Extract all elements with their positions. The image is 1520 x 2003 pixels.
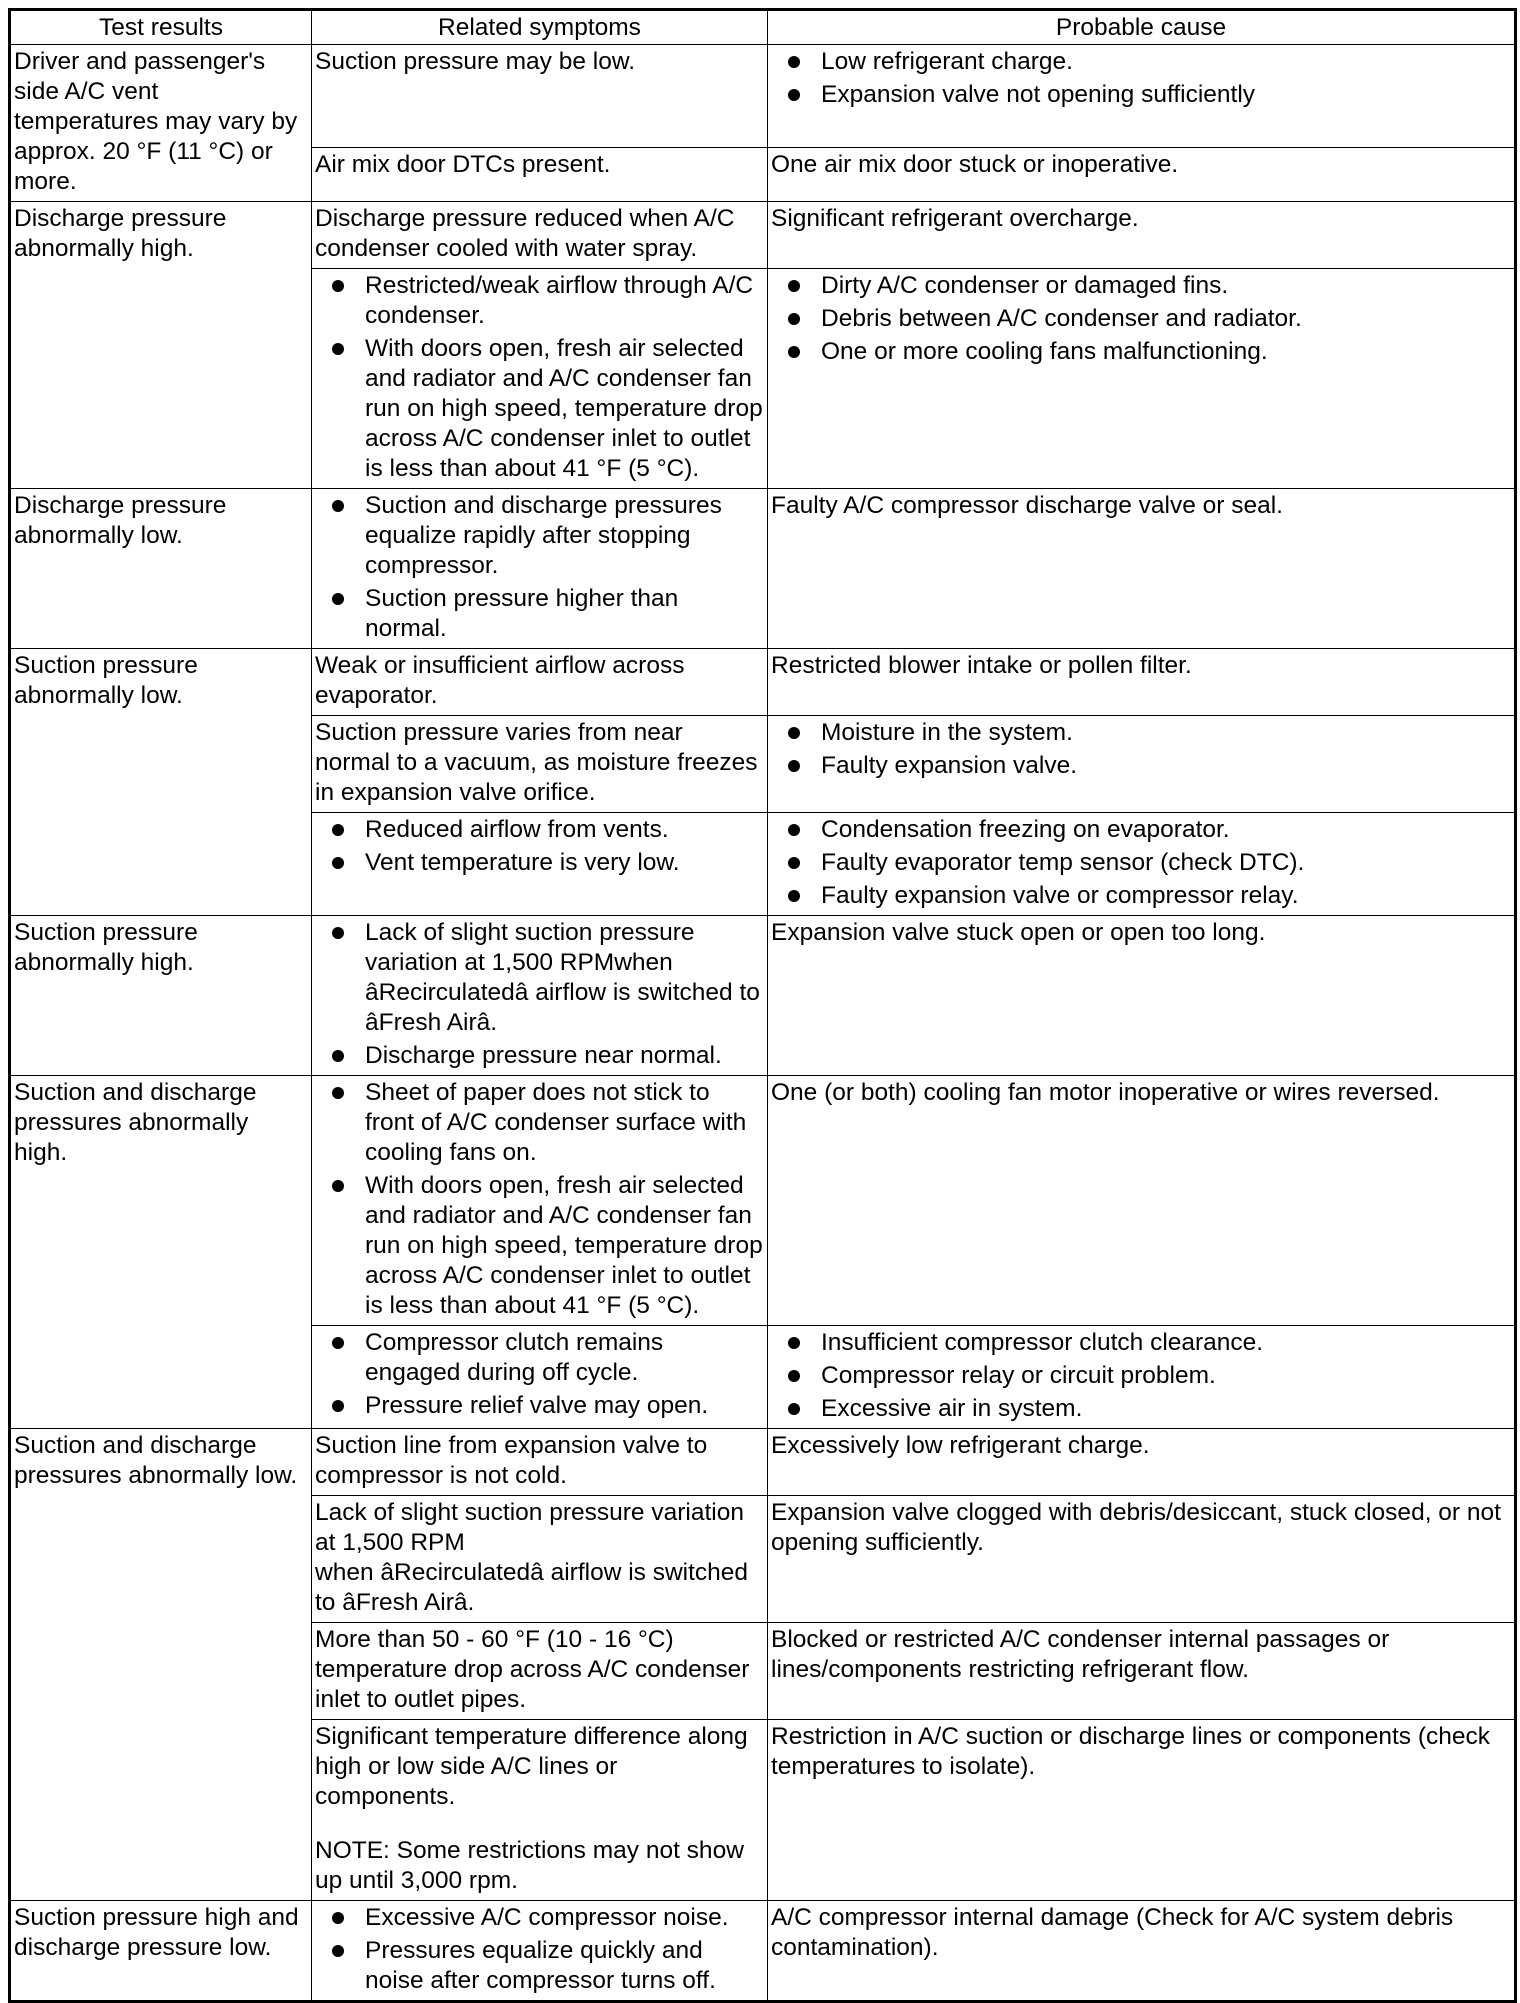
symptom-bullet-list (315, 491, 764, 644)
symptoms-cell (312, 1623, 768, 1720)
symptoms-cell (312, 489, 768, 649)
cause-text: One air mix door stuck or inoperative. (771, 150, 1179, 178)
cause-bullet-item: Faulty expansion valve or compressor relay. (771, 881, 1511, 911)
cause-cell (768, 1429, 1516, 1496)
symptom-line: Lack of slight suction pressure variation at 1,500 RPM (315, 1499, 744, 1556)
symptom-bullet-item: Suction and discharge pressures equalize rapidly after stopping compressor. (315, 491, 764, 581)
cause-bullet-item: One or more cooling fans malfunctioning. (771, 337, 1511, 367)
cause-cell (768, 1623, 1516, 1720)
cause-cell (768, 1076, 1516, 1326)
symptom-bullet-list (315, 815, 764, 878)
cause-cell (768, 1326, 1516, 1429)
header-probable-cause: Probable cause (768, 10, 1516, 45)
symptom-bullet-item: Reduced airflow from vents. (315, 815, 764, 845)
cause-text: One (or both) cooling fan motor inoperative or wires reversed. (771, 1079, 1440, 1106)
symptoms-cell (312, 1429, 768, 1496)
symptom-bullet-list (315, 1328, 764, 1421)
cause-bullet-item: Debris between A/C condenser and radiator. (771, 304, 1511, 334)
ac-diagnostic-table (8, 8, 1517, 2003)
table-body (10, 45, 1516, 2002)
table-row (10, 649, 1516, 716)
cause-bullet-item: Faulty evaporator temp sensor (check DTC). (771, 848, 1511, 878)
symptom-bullet-item: Restricted/weak airflow through A/C condenser. (315, 271, 764, 331)
cause-bullet-item: Dirty A/C condenser or damaged fins. (771, 271, 1511, 301)
table-row (10, 202, 1516, 269)
symptom-bullet-item: With doors open, fresh air selected and radiator and A/C condenser fan run on high speed, temperature drop across A/C condenser inlet to outlet is less than about 41 °F (5 °C). (315, 334, 764, 484)
test-result-cell: Discharge pressure abnormally low. (10, 489, 312, 649)
cause-text: Excessively low refrigerant charge. (771, 1432, 1150, 1459)
symptom-bullet-item: Pressure relief valve may open. (315, 1391, 764, 1421)
test-result-cell: Driver and passenger's side A/C vent temperatures may vary by approx. 20 °F (11 °C) or more. (10, 45, 312, 202)
cause-bullet-item: Condensation freezing on evaporator. (771, 815, 1511, 845)
symptom-text: Significant temperature difference along high or low side A/C lines or components. (315, 1723, 748, 1810)
symptom-text: Suction line from expansion valve to compressor is not cold. (315, 1432, 708, 1489)
symptom-text: Air mix door DTCs present. (315, 150, 611, 178)
header-test-results: Test results (10, 10, 312, 45)
test-result-cell: Suction pressure abnormally high. (10, 916, 312, 1076)
symptoms-cell (312, 813, 768, 916)
cause-bullet-list (771, 718, 1511, 781)
symptom-bullet-list (315, 918, 764, 1071)
symptom-text: Weak or insufficient airflow across evaporator. (315, 652, 685, 709)
symptom-bullet-item: Suction pressure higher than normal. (315, 584, 764, 644)
cause-cell (768, 45, 1516, 148)
cause-cell (768, 813, 1516, 916)
symptom-bullet-item: Sheet of paper does not stick to front of A/C condenser surface with cooling fans on. (315, 1078, 764, 1168)
cause-cell (768, 1496, 1516, 1623)
test-result-cell: Suction pressure high and discharge pressure low. (10, 1901, 312, 2002)
symptom-bullet-list (315, 1078, 764, 1321)
cause-text: Restricted blower intake or pollen filter. (771, 652, 1192, 679)
symptom-text: Suction pressure may be low. (315, 48, 636, 75)
cause-bullet-list (771, 815, 1511, 911)
cause-cell (768, 649, 1516, 716)
header-related-symptoms: Related symptoms (312, 10, 768, 45)
symptom-bullet-item: Discharge pressure near normal. (315, 1041, 764, 1071)
symptoms-cell (312, 916, 768, 1076)
table-row (10, 916, 1516, 1076)
table-row (10, 489, 1516, 649)
cause-text: Expansion valve clogged with debris/desiccant, stuck closed, or not opening sufficiently. (771, 1499, 1501, 1556)
cause-bullet-item: Low refrigerant charge. (771, 47, 1511, 77)
symptom-line: when âRecirculatedâ airflow is switched to âFresh Airâ. (315, 1559, 749, 1616)
cause-cell (768, 269, 1516, 489)
cause-text: A/C compressor internal damage (Check for A/C system debris contamination). (771, 1904, 1454, 1961)
cause-bullet-item: Compressor relay or circuit problem. (771, 1361, 1511, 1391)
symptoms-cell (312, 716, 768, 813)
header-row (10, 10, 1516, 45)
symptoms-cell (312, 1076, 768, 1326)
cause-bullet-item: Expansion valve not opening sufficiently (771, 80, 1511, 110)
symptom-bullet-list (315, 1903, 764, 1996)
cause-text: Restriction in A/C suction or discharge lines or components (check temperatures to isolate). (771, 1723, 1490, 1780)
diagnostic-table-page (8, 8, 1514, 2003)
test-result-cell: Suction and discharge pressures abnormally low. (10, 1429, 312, 1901)
symptoms-cell (312, 649, 768, 716)
table-row (10, 45, 1516, 148)
test-result-cell: Discharge pressure abnormally high. (10, 202, 312, 489)
cause-bullet-item: Excessive air in system. (771, 1394, 1511, 1424)
symptom-bullet-item: Vent temperature is very low. (315, 848, 764, 878)
symptoms-cell (312, 45, 768, 148)
symptoms-cell (312, 1901, 768, 2002)
table-row (10, 1901, 1516, 2002)
symptom-bullet-item: Compressor clutch remains engaged during off cycle. (315, 1328, 764, 1388)
symptom-bullet-item: Excessive A/C compressor noise. (315, 1903, 764, 1933)
cause-bullet-item: Moisture in the system. (771, 718, 1511, 748)
cause-bullet-item: Faulty expansion valve. (771, 751, 1511, 781)
test-result-cell: Suction and discharge pressures abnormally high. (10, 1076, 312, 1429)
cause-cell (768, 202, 1516, 269)
cause-bullet-list (771, 1328, 1511, 1424)
symptom-bullet-item: With doors open, fresh air selected and radiator and A/C condenser fan run on high speed, temperature drop across A/C condenser inlet to outlet is less than about 41 °F (5 °C). (315, 1171, 764, 1321)
symptoms-cell (312, 147, 768, 201)
cause-cell (768, 489, 1516, 649)
cause-bullet-list (771, 271, 1511, 367)
cause-cell (768, 1720, 1516, 1901)
cause-cell (768, 1901, 1516, 2002)
symptom-note: NOTE: Some restrictions may not show up until 3,000 rpm. (315, 1837, 744, 1894)
symptom-text: Discharge pressure reduced when A/C condenser cooled with water spray. (315, 205, 735, 262)
symptom-bullet-list (315, 271, 764, 484)
cause-bullet-item: Insufficient compressor clutch clearance. (771, 1328, 1511, 1358)
symptoms-cell (312, 1326, 768, 1429)
table-row (10, 1429, 1516, 1496)
symptom-text: Suction pressure varies from near normal to a vacuum, as moisture freezes in expansion valve orifice. (315, 719, 758, 806)
table-row (10, 1076, 1516, 1326)
cause-cell (768, 716, 1516, 813)
cause-text: Significant refrigerant overcharge. (771, 205, 1139, 232)
cause-bullet-list (771, 47, 1511, 110)
cause-text: Blocked or restricted A/C condenser internal passages or lines/components restricting refrigerant flow. (771, 1626, 1390, 1683)
cause-cell (768, 916, 1516, 1076)
test-result-cell: Suction pressure abnormally low. (10, 649, 312, 916)
symptom-bullet-item: Lack of slight suction pressure variation at 1,500 RPMwhen âRecirculatedâ airflow is switched to âFresh Airâ. (315, 918, 764, 1038)
symptom-bullet-item: Pressures equalize quickly and noise after compressor turns off. (315, 1936, 764, 1996)
symptoms-cell (312, 202, 768, 269)
symptoms-cell (312, 1720, 768, 1901)
symptoms-cell (312, 269, 768, 489)
symptoms-cell (312, 1496, 768, 1623)
symptom-text: More than 50 - 60 °F (10 - 16 °C) temperature drop across A/C condenser inlet to outlet pipes. (315, 1626, 750, 1713)
cause-text: Expansion valve stuck open or open too long. (771, 919, 1266, 946)
cause-text: Faulty A/C compressor discharge valve or seal. (771, 492, 1283, 519)
cause-cell (768, 147, 1516, 201)
